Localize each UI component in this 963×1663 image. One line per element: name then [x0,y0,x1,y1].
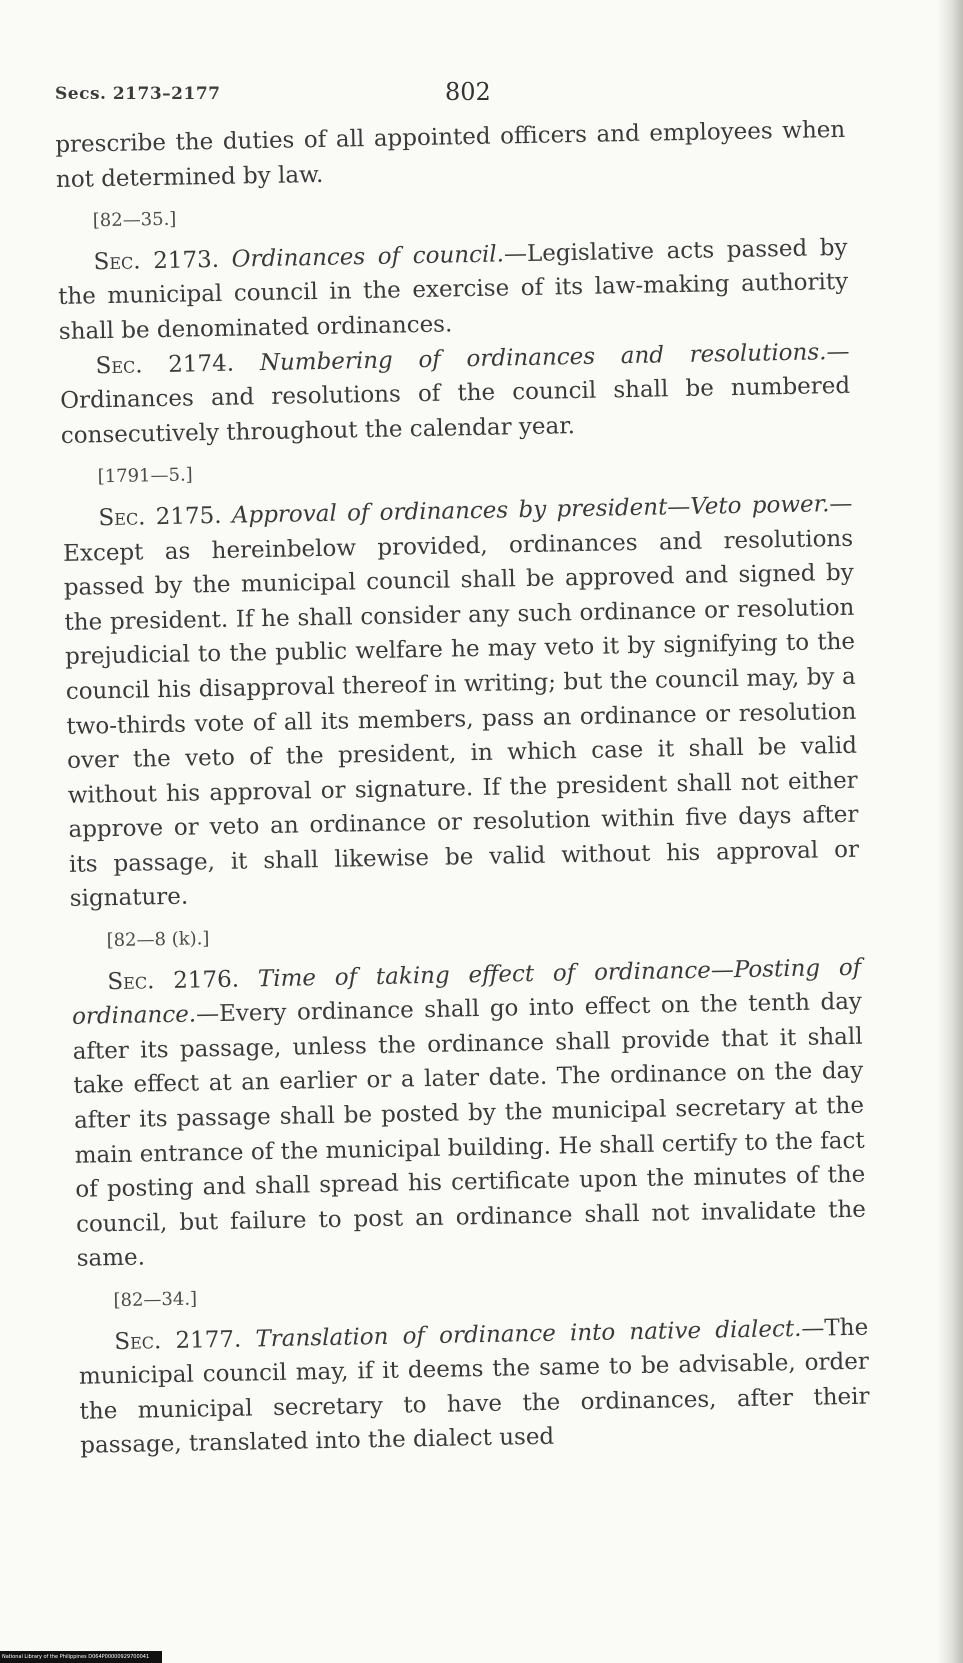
section-body: —Ordinances and resolutions of the council shall be numbered consecutively throughout the calendar year. [59,338,851,449]
section-label: Sec. [93,248,141,276]
section-title: Numbering of ordinances and resolutions. [259,338,827,376]
section-range: Secs. 2173–2177 [55,84,221,104]
section-2175 [62,487,860,917]
section-number: 2177. [175,1326,242,1354]
section-body: —The municipal council may, if it deems the same to be advisable, order the municipal secretary to have the ordinances, after their passage, translated into the dialect used [78,1314,870,1460]
citation-ref: [82—34.] [113,1288,198,1312]
page-edge-shadow [937,0,963,1663]
section-body: —Every ordinance shall go into effect on the tenth day after its passage, unless the ordinance shall provide that it shall take effect at an earlier or a later date. The ordinance on the day after its passage shall be posted by the municipal secretary at the main entrance of the municipal building. He shall certify to the fact of posting and shall spread his certificate upon the minutes of the council, but failure to post an ordinance shall not invalidate the same. [72,988,867,1273]
section-number: 2176. [172,966,240,994]
section-label: Sec. [114,1327,162,1355]
section-number: 2173. [152,246,220,274]
page-number: 802 [445,78,491,106]
citation-ref: [82—35.] [92,208,177,232]
section-body: —Legislative acts passed by the municipal council in the exercise of its law-making authority shall be denominated ordinances. [58,234,849,345]
page-body [55,113,871,1464]
section-label: Sec. [95,351,143,379]
section-number: 2174. [168,350,235,378]
section-label: Sec. [107,967,155,995]
section-number: 2175. [155,502,222,531]
citation-ref: [1791—5.] [97,464,193,488]
section-2176 [71,950,867,1276]
section-title: Translation of ordinance into native dialect. [255,1315,802,1352]
section-2174 [59,334,851,453]
section-label: Sec. [98,504,146,532]
section-title: Approval of ordinances by president—Veto power. [231,491,830,529]
citation-ref: [82—8 (k).] [106,928,210,952]
page-header [55,78,885,118]
intro-paragraph: prescribe the duties of all appointed officers and employees when not determined by law. [55,116,846,193]
scan-footer-label: National Library of the Philippines D064P00000929700041 [0,1651,162,1663]
section-2173 [57,231,849,350]
section-body: —Except as hereinbelow provided, ordinances and resolutions passed by the municipal council shall be approved and signed by the president. If he shall consider any such ordinance or resolution prejudicial to the public welfare he may veto it by signifying to the council his disapproval thereof in writing; but the council may, by a two-thirds vote of all its members, pass an ordinance or resolution over the veto of the president, in which case it shall be valid without his approval or signature. If the president shall not either approve or veto an ordinance or resolution within five days after its passage, it shall likewise be valid without his approval or signature. [62,490,860,913]
section-2177 [78,1310,871,1464]
section-title: Time of taking effect of ordinance—Posting of ordinance. [71,954,862,1031]
section-title: Ordinances of council. [231,241,505,273]
